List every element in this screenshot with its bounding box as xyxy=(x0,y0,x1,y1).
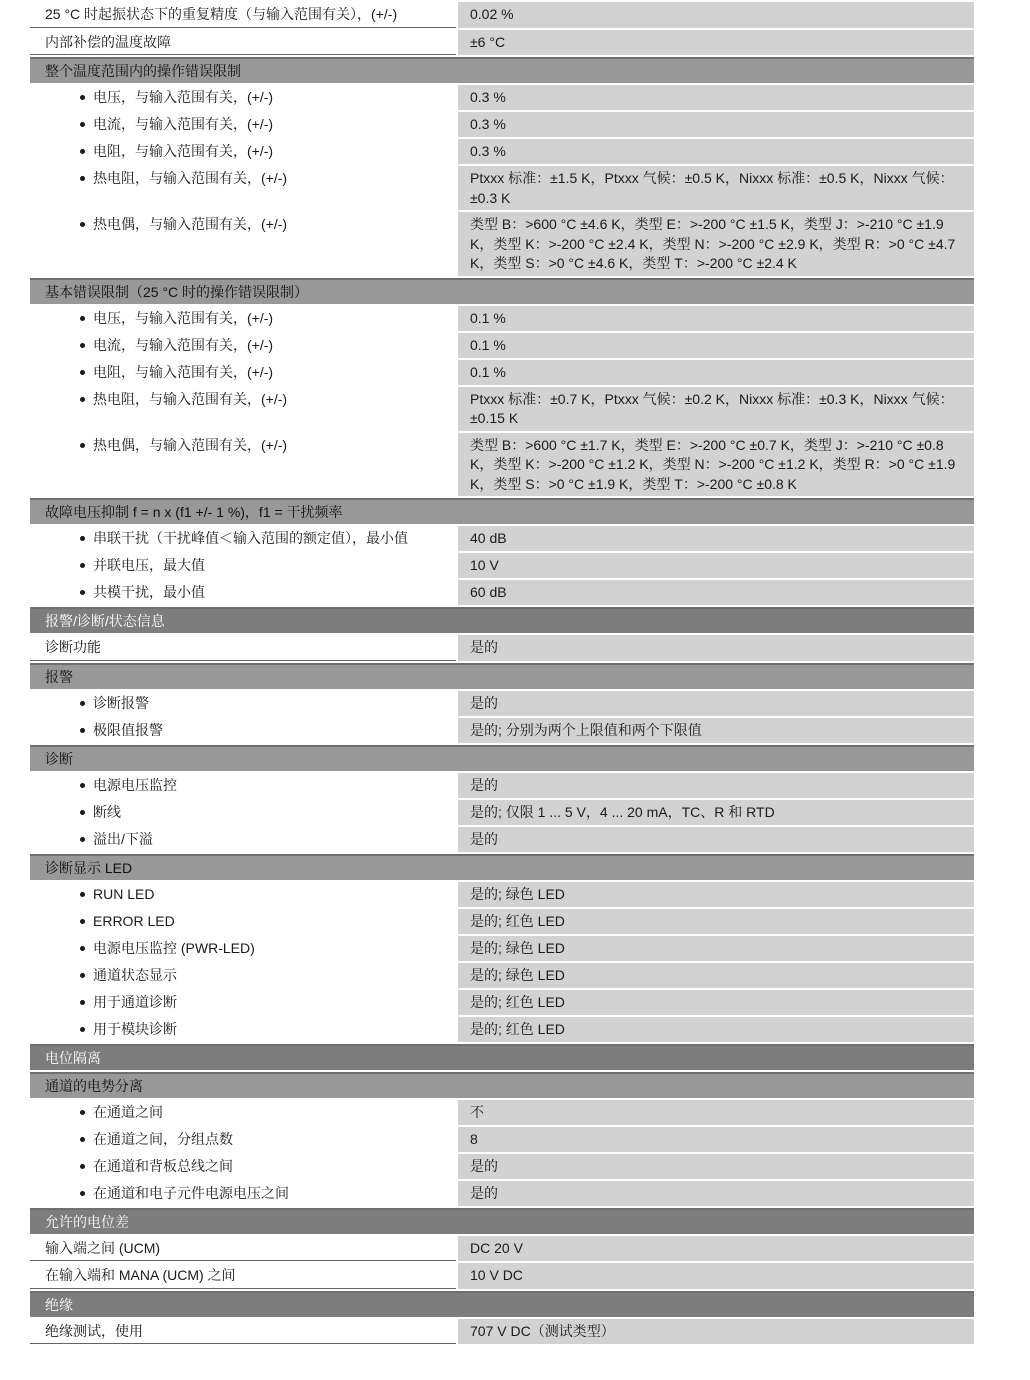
row-value: 是的 xyxy=(458,691,974,716)
section-header-label: 报警/诊断/状态信息 xyxy=(45,613,165,629)
section-header-label: 绝缘 xyxy=(45,1296,73,1313)
subsection-header xyxy=(30,498,974,524)
row-label-cell xyxy=(30,827,456,852)
table-row xyxy=(30,212,974,276)
row-value: Ptxxx 标准：±1.5 K，Ptxxx 气候：±0.5 K，Nixxx 标准：±0.5 K，Nixxx 气候：±0.3 K xyxy=(458,166,974,210)
table-row xyxy=(30,909,974,934)
bullet-icon xyxy=(80,443,85,448)
row-label-cell xyxy=(30,1263,456,1289)
row-label: 通道状态显示 xyxy=(93,966,177,983)
subsection-header xyxy=(30,278,974,304)
row-label: 电压，与输入范围有关，(+/-) xyxy=(93,309,274,326)
row-label: 断线 xyxy=(93,803,121,820)
row-label: 热电阻，与输入范围有关，(+/-) xyxy=(93,170,288,186)
bullet-icon xyxy=(80,149,85,154)
row-label: 电阻，与输入范围有关，(+/-) xyxy=(93,363,274,380)
bullet-icon xyxy=(80,728,85,733)
row-label: 诊断功能 xyxy=(45,639,101,655)
section-header xyxy=(30,607,974,633)
section-header xyxy=(30,1208,974,1234)
row-label: ERROR LED xyxy=(93,912,175,929)
row-label: 共模干扰，最小值 xyxy=(93,584,205,600)
row-label: 输入端之间 (UCM) xyxy=(45,1239,161,1256)
row-value: 是的 xyxy=(458,773,974,798)
row-value: 0.3 % xyxy=(458,112,974,137)
table-row xyxy=(30,827,974,852)
section-header-label: 诊断 xyxy=(45,750,73,767)
row-value: 是的 xyxy=(458,827,974,852)
table-row xyxy=(30,800,974,825)
row-value: 是的; 红色 LED xyxy=(458,1017,974,1042)
bullet-icon xyxy=(80,892,85,897)
row-label: 热电偶，与输入范围有关，(+/-) xyxy=(93,216,288,232)
row-label: 电源电压监控 (PWR-LED) xyxy=(93,939,255,956)
bullet-icon xyxy=(80,370,85,375)
row-value: 707 V DC（测试类型） xyxy=(458,1319,974,1345)
bullet-icon xyxy=(80,973,85,978)
row-label-cell xyxy=(30,909,456,934)
table-row xyxy=(30,882,974,907)
row-value: 0.3 % xyxy=(458,85,974,110)
table-row xyxy=(30,1181,974,1206)
row-value: 是的; 仅限 1 ... 5 V，4 ... 20 mA，TC、R 和 RTD xyxy=(458,800,974,825)
bullet-icon xyxy=(80,316,85,321)
row-label: 25 °C 时起振状态下的重复精度（与输入范围有关），(+/-) xyxy=(45,6,398,22)
spec-table xyxy=(30,2,974,1344)
section-header-label: 电位隔离 xyxy=(45,1049,101,1066)
bullet-icon xyxy=(80,563,85,568)
subsection-header xyxy=(30,854,974,880)
row-value: 是的; 绿色 LED xyxy=(458,963,974,988)
row-label-cell xyxy=(30,139,456,164)
row-value: 60 dB xyxy=(458,580,974,605)
table-row xyxy=(30,166,974,210)
section-header-label: 诊断显示 LED xyxy=(45,859,133,876)
row-label-cell xyxy=(30,1181,456,1206)
row-label: 电流，与输入范围有关，(+/-) xyxy=(93,336,274,353)
bullet-icon xyxy=(80,1027,85,1032)
row-label: 在通道之间，分组点数 xyxy=(93,1130,233,1147)
table-row xyxy=(30,112,974,137)
row-label: 在输入端和 MANA (UCM) 之间 xyxy=(45,1267,236,1283)
row-label-cell xyxy=(30,1127,456,1152)
row-label-cell xyxy=(30,1319,456,1345)
row-label: 内部补偿的温度故障 xyxy=(45,33,171,50)
row-label-cell xyxy=(30,333,456,358)
row-label-cell xyxy=(30,936,456,961)
row-label: 热电偶，与输入范围有关，(+/-) xyxy=(93,436,288,453)
row-label-cell xyxy=(30,691,456,716)
row-value: 是的; 绿色 LED xyxy=(458,882,974,907)
table-row xyxy=(30,773,974,798)
row-label-cell xyxy=(30,963,456,988)
row-value: 是的 xyxy=(458,635,974,661)
row-label: 极限值报警 xyxy=(93,721,163,738)
table-row xyxy=(30,580,974,605)
table-row xyxy=(30,526,974,551)
bullet-icon xyxy=(80,343,85,348)
row-label-cell xyxy=(30,1236,456,1262)
row-label-cell xyxy=(30,112,456,137)
row-label-cell xyxy=(30,212,456,276)
bullet-icon xyxy=(80,222,85,227)
row-value: 是的 xyxy=(458,1154,974,1179)
row-value: 是的; 红色 LED xyxy=(458,909,974,934)
row-value: 是的; 分别为两个上限值和两个下限值 xyxy=(458,718,974,743)
row-label-cell xyxy=(30,433,456,497)
row-value: 10 V xyxy=(458,553,974,578)
row-label-cell xyxy=(30,1154,456,1179)
row-label-cell xyxy=(30,360,456,385)
row-label: 在通道之间 xyxy=(93,1103,163,1120)
table-row xyxy=(30,553,974,578)
row-label-cell xyxy=(30,1017,456,1042)
bullet-icon xyxy=(80,1110,85,1115)
row-value: 0.1 % xyxy=(458,333,974,358)
row-label-cell xyxy=(30,30,456,56)
row-value: DC 20 V xyxy=(458,1236,974,1262)
row-label: 在通道和背板总线之间 xyxy=(93,1157,233,1174)
row-label-cell xyxy=(30,1100,456,1125)
row-label-cell xyxy=(30,800,456,825)
row-label: 用于模块诊断 xyxy=(93,1020,177,1037)
row-value: 0.02 % xyxy=(458,2,974,28)
table-row xyxy=(30,433,974,497)
table-row xyxy=(30,387,974,431)
row-label: 用于通道诊断 xyxy=(93,993,177,1010)
table-row xyxy=(30,635,974,661)
bullet-icon xyxy=(80,837,85,842)
row-label-cell xyxy=(30,387,456,431)
bullet-icon xyxy=(80,701,85,706)
row-label: 热电阻，与输入范围有关，(+/-) xyxy=(93,390,288,407)
table-row xyxy=(30,963,974,988)
table-row xyxy=(30,30,974,56)
bullet-icon xyxy=(80,1000,85,1005)
row-label: 在通道和电子元件电源电压之间 xyxy=(93,1184,289,1201)
row-label-cell xyxy=(30,990,456,1015)
table-row xyxy=(30,333,974,358)
row-value: 是的; 红色 LED xyxy=(458,990,974,1015)
row-value: 不 xyxy=(458,1100,974,1125)
table-row xyxy=(30,1263,974,1289)
bullet-icon xyxy=(80,919,85,924)
subsection-header xyxy=(30,663,974,689)
table-row xyxy=(30,1127,974,1152)
bullet-icon xyxy=(80,176,85,181)
row-value: 0.1 % xyxy=(458,306,974,331)
row-value: 10 V DC xyxy=(458,1263,974,1289)
table-row xyxy=(30,1236,974,1262)
row-value: 类型 B：>600 °C ±4.6 K，类型 E：>-200 °C ±1.5 K，类型 J：>-210 °C ±1.9 K，类型 K：>-200 °C ±2.4 K，类型 N：>-200 °C ±2.9 K，类型 R：>0 °C ±4.7 K，类型 S：>0 °C ±4.6 K，类型 T：>-200 °C ±2.4 K xyxy=(458,212,974,276)
bullet-icon xyxy=(80,1191,85,1196)
row-label-cell xyxy=(30,882,456,907)
section-header xyxy=(30,1291,974,1317)
section-header-label: 基本错误限制（25 °C 时的操作错误限制） xyxy=(45,283,309,300)
section-header-label: 整个温度范围内的操作错误限制 xyxy=(45,63,241,79)
bullet-icon xyxy=(80,95,85,100)
table-row xyxy=(30,1100,974,1125)
table-row xyxy=(30,360,974,385)
table-row xyxy=(30,1154,974,1179)
table-row xyxy=(30,990,974,1015)
section-header-label: 允许的电位差 xyxy=(45,1213,129,1230)
row-value: Ptxxx 标准：±0.7 K，Ptxxx 气候：±0.2 K，Nixxx 标准：±0.3 K，Nixxx 气候：±0.15 K xyxy=(458,387,974,431)
row-label: 电流，与输入范围有关，(+/-) xyxy=(93,116,274,132)
subsection-header xyxy=(30,1072,974,1098)
row-label-cell xyxy=(30,166,456,210)
bullet-icon xyxy=(80,946,85,951)
subsection-header xyxy=(30,745,974,771)
bullet-icon xyxy=(80,536,85,541)
row-label-cell xyxy=(30,2,456,28)
row-label: 电阻，与输入范围有关，(+/-) xyxy=(93,143,274,159)
row-label: 溢出/下溢 xyxy=(93,830,153,847)
section-header xyxy=(30,1044,974,1070)
row-label: 串联干扰（干扰峰值＜输入范围的额定值），最小值 xyxy=(93,530,408,546)
row-value: 是的; 绿色 LED xyxy=(458,936,974,961)
table-row xyxy=(30,691,974,716)
table-row xyxy=(30,936,974,961)
bullet-icon xyxy=(80,590,85,595)
row-label: 诊断报警 xyxy=(93,694,149,711)
row-label-cell xyxy=(30,553,456,578)
bullet-icon xyxy=(80,1137,85,1142)
table-row xyxy=(30,2,974,28)
row-value: 是的 xyxy=(458,1181,974,1206)
row-value: 0.1 % xyxy=(458,360,974,385)
row-label: 并联电压，最大值 xyxy=(93,557,205,573)
table-row xyxy=(30,718,974,743)
row-value: 0.3 % xyxy=(458,139,974,164)
section-header-label: 报警 xyxy=(45,668,73,685)
section-header-label: 故障电压抑制 f = n x (f1 +/- 1 %)，f1 = 干扰频率 xyxy=(45,504,343,520)
row-label: 绝缘测试，使用 xyxy=(45,1322,143,1339)
table-row xyxy=(30,139,974,164)
bullet-icon xyxy=(80,810,85,815)
section-header-label: 通道的电势分离 xyxy=(45,1077,143,1094)
table-row xyxy=(30,85,974,110)
bullet-icon xyxy=(80,783,85,788)
row-label-cell xyxy=(30,85,456,110)
row-label: RUN LED xyxy=(93,885,155,902)
row-label: 电源电压监控 xyxy=(93,776,177,793)
row-label-cell xyxy=(30,306,456,331)
row-value: ±6 °C xyxy=(458,30,974,56)
row-label-cell xyxy=(30,635,456,661)
table-row xyxy=(30,1017,974,1042)
table-row xyxy=(30,1319,974,1345)
bullet-icon xyxy=(80,122,85,127)
row-label-cell xyxy=(30,526,456,551)
row-value: 40 dB xyxy=(458,526,974,551)
row-label: 电压，与输入范围有关，(+/-) xyxy=(93,89,274,105)
row-label-cell xyxy=(30,773,456,798)
row-label-cell xyxy=(30,718,456,743)
bullet-icon xyxy=(80,397,85,402)
row-value: 8 xyxy=(458,1127,974,1152)
bullet-icon xyxy=(80,1164,85,1169)
row-value: 类型 B：>600 °C ±1.7 K，类型 E：>-200 °C ±0.7 K，类型 J：>-210 °C ±0.8 K，类型 K：>-200 °C ±1.2 K，类型 N：>-200 °C ±1.2 K，类型 R：>0 °C ±1.9 K，类型 S：>0 °C ±1.9 K，类型 T：>-200 °C ±0.8 K xyxy=(458,433,974,497)
row-label-cell xyxy=(30,580,456,605)
table-row xyxy=(30,306,974,331)
subsection-header xyxy=(30,57,974,83)
